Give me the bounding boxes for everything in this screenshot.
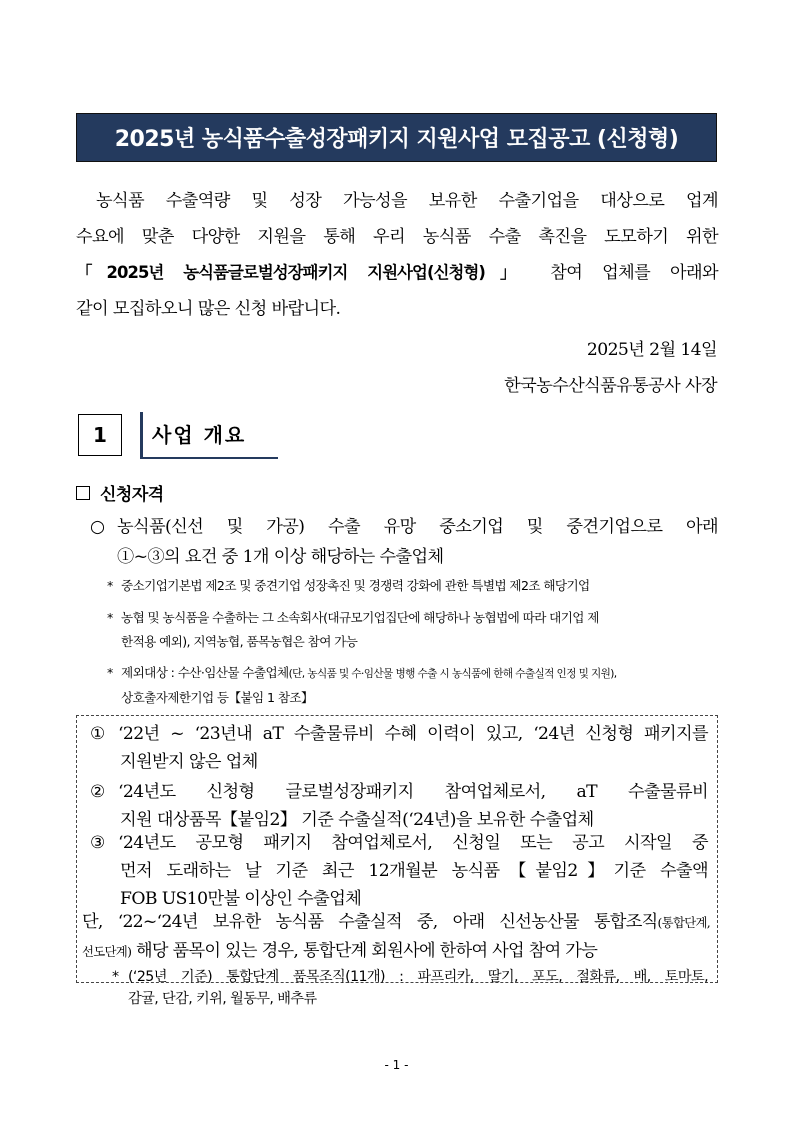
eligibility-note <box>107 606 719 654</box>
requirement-item <box>90 720 708 776</box>
intro-line: 농식품 수출역량 및 성장 가능성을 보유한 수출기업을 대상으로 업계 <box>96 191 718 211</box>
note-line <box>107 661 719 686</box>
page-title: 2025년 농식품수출성장패키지 지원사업 모집공고 (신청형) <box>76 113 717 162</box>
note-text: 제외대상 : 수산·임산물 수출업체 <box>121 665 289 680</box>
asterisk-icon: * <box>107 610 113 625</box>
eligibility-heading-label: 신청자격 <box>100 485 164 505</box>
eligibility-line: ①~③의 요건 중 1개 이상 해당하는 수출업체 <box>117 547 444 567</box>
integrated-items-note <box>112 966 708 1010</box>
requirement-line: 지원받지 않은 업체 <box>120 752 258 772</box>
eligibility-line: 농식품(신선 및 가공) 수출 유망 중소기업 및 중견기업으로 아래 <box>117 517 718 537</box>
requirement-item <box>90 829 708 913</box>
requirement-line: 먼저 도래하는 날 기준 최근 12개월분 농식품【붙임2】기준 수출액 <box>120 861 708 881</box>
page-number: - 1 - <box>384 1058 409 1072</box>
integrated-line: (‘25년 기준) 통합단계 품목조직(11개) : 파프리카, 딸기, 포도, 절화류, 배, 토마토, <box>128 969 708 985</box>
intro-line: 같이 모집하오니 많은 신청 바랍니다. <box>76 299 341 319</box>
requirement-line: 지원 대상품목【붙임2】 기준 수출실적(‘24년)을 보유한 수출업체 <box>120 810 594 830</box>
proviso-line <box>82 937 710 966</box>
section-number: 1 <box>78 414 122 456</box>
asterisk-icon: * <box>107 665 113 680</box>
requirement-item <box>90 778 708 834</box>
proviso-small-text: (통합단계, <box>657 915 710 930</box>
requirement-line: ‘24년도 신청형 글로벌성장패키지 참여업체로서, aT 수출물류비 <box>118 782 708 802</box>
asterisk-icon: * <box>107 578 113 593</box>
note-line: 상호출자제한기업 등【붙임 1 참조】 <box>121 690 313 705</box>
note-line: 한적용 예외), 지역농협, 품목농협은 참여 가능 <box>121 634 358 649</box>
eligibility-note <box>107 574 719 598</box>
requirement-line: FOB US10만불 이상인 수출업체 <box>120 889 362 909</box>
checkbox-square-icon <box>76 486 90 500</box>
intro-line: 수요에 맞춘 다양한 지원을 통해 우리 농식품 수출 촉진을 도모하기 위한 <box>76 227 718 247</box>
intro-paragraph <box>76 183 718 327</box>
intro-line <box>76 255 718 291</box>
section-divider <box>140 412 143 458</box>
proviso <box>82 908 710 966</box>
program-name: 「2025년 농식품글로벌성장패키지 지원사업(신청형)」 <box>76 263 531 282</box>
announcement-date: 2025년 2월 14일 <box>586 340 717 360</box>
circled-number: ③ <box>90 833 105 853</box>
note-line: 중소기업기본법 제2조 및 중견기업 성장촉진 및 경쟁력 강화에 관한 특별법 제2조 해당기업 <box>121 578 590 593</box>
proviso-small-text: 선도단계) <box>82 944 132 959</box>
note-small-text: (단, 농식품 및 수·임산물 병행 수출 시 농식품에 한해 수출실적 인정 및 지원), <box>288 668 617 680</box>
circled-number: ② <box>90 782 105 802</box>
intro-line-rest: 참여 업체를 아래와 <box>530 263 718 283</box>
requirement-line: ‘24년도 공모형 패키지 참여업체로서, 신청일 또는 공고 시작일 중 <box>118 833 708 853</box>
eligibility-item <box>90 512 718 572</box>
issuing-organization: 한국농수산식품유통공사 사장 <box>504 376 717 396</box>
proviso-line <box>82 908 710 937</box>
proviso-text: 단, ‘22~‘24년 보유한 농식품 수출실적 중, 아래 신선농산물 통합조직 <box>82 912 658 932</box>
section-title: 사업 개요 <box>152 423 247 447</box>
requirement-line: ‘22년 ~ ‘23년내 aT 수출물류비 수혜 이력이 있고, ‘24년 신청형 패키지를 <box>118 724 708 744</box>
integrated-line: 감귤, 단감, 키위, 월동무, 배추류 <box>128 991 317 1007</box>
eligibility-heading <box>76 480 164 505</box>
eligibility-note <box>107 661 719 710</box>
section-underline <box>140 457 278 459</box>
circle-bullet-icon: ○ <box>90 517 105 537</box>
circled-number: ① <box>90 724 105 744</box>
proviso-text: 해당 품목이 있는 경우, 통합단계 회원사에 한하여 사업 참여 가능 <box>131 941 598 961</box>
note-line: 농협 및 농식품을 수출하는 그 소속회사(대규모기업집단에 해당하나 농협법에 따라 대기업 제 <box>121 610 599 625</box>
asterisk-icon: * <box>112 969 119 985</box>
